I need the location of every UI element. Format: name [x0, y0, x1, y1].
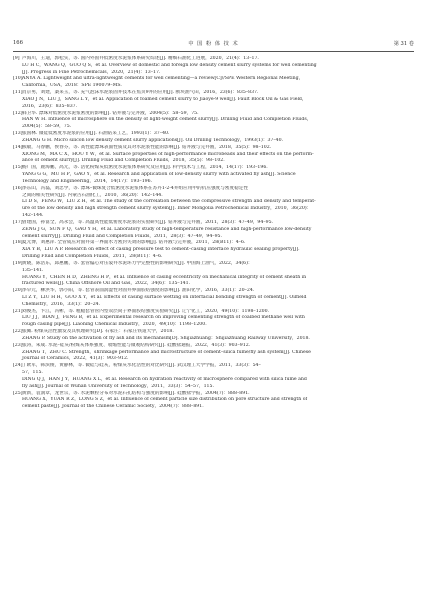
reference-first-line [13, 90, 414, 97]
reference-first-line [13, 240, 414, 247]
reference-text: 黄晓，陈浩东，邱惠鹏，等. 套管偏心对压裂井水泥环力学完整性的影响研究[J]. 中国海上油气，2022，34(6)： [22, 260, 253, 266]
reference-first-line [13, 76, 414, 83]
reference-continuation-line: HUANG Y，CHEN H D，ZHENG H P，et al. Influence of casing eccentricity on mechanical integrity of cement sheath in [22, 274, 307, 280]
reference-continuation-line: LI D S，FENG W，LIU Z H，et al. The study of the correlation between the compressive strength and density and temperat- [22, 199, 316, 205]
reference-text: 张涛，朱成. 水泥–硅灰/粉煤灰体系强度、收缩性能与微观结构研究[J]. 硅酸盐通报，2022，41(3)：903–912. [22, 342, 251, 348]
reference-continuation-line: fractured wells[J]. China Offshore Oil and Gas，2022，34(6)：135–141. [22, 281, 191, 287]
page-number: 166 [13, 40, 23, 46]
reference-continuation-line: HUANG X，YUAN R Z，LONG S Z，et al. Influence of cement particle size distribution on pore structure and strength of [22, 397, 308, 403]
reference-continuation-line: cement paste[J]. Journal of the Chinese Ceramic Society，2004(7)：888–891. [22, 404, 204, 410]
reference-continuation-line: Technology and Engineering，2014，14(17)：193–196. [22, 178, 153, 184]
reference-number: [16] [13, 185, 23, 191]
reference-continuation-line: ure of the low density and high strength cement slurry system[J]. Inner Mongolia Petrochemical Industry，2010，36(20)： [22, 206, 312, 212]
reference-continuation-line: Chemistry，2016，33(1)：20–24. [22, 301, 101, 307]
reference-first-line [13, 165, 414, 172]
reference-entry [13, 111, 414, 131]
reference-text: 夏元博，刘惠萍. 全管成压对固井第一界面水力密封失效的影响[J]. 钻井液与完井液，2011，28(B11)：4–6. [22, 240, 246, 246]
reference-first-line [13, 329, 414, 336]
reference-continuation-line: XIA Y B，LIU A P. Research on effect of casing pressure test to cement–casing interface hydraulic sealing property[J]. [22, 247, 300, 253]
reference-number: [25] [13, 390, 23, 396]
reference-continuation-line: 2016，23(6)：835–837. [22, 103, 78, 109]
reference-number: [11] [13, 90, 23, 96]
reference-text: 黄新，袁润章，龙世宗，等. 水泥颗粒分布对水泥石孔结构与强度的影响[J]. 硅酸盐学报，2004(7)：888–891. [22, 390, 250, 396]
journal-name: 中 国 粉 体 技 术 [188, 41, 239, 47]
reference-continuation-line: cement slurry[J]. Drilling Fluid and Completion Fluids，2011，28(3)：47–49，94–95. [22, 233, 222, 239]
reference-number: [10] [13, 76, 23, 82]
reference-entry [13, 343, 414, 363]
reference-continuation-line: LU H C，WANG Q，GUO Q S，et al. Overview of domestic and foreign low density cement slurry systems for well cementing [22, 62, 317, 68]
reference-text: 李早元，柳洪华，郭小阳，等. 套管表面润湿性对固井界面胶结强度的影响[J]. 油田化学，2016，33(1)：20–24. [22, 288, 255, 294]
reference-text: 丁欧军，韩滨俊，黄静林，等. 微硅与硅灰，粉煤灰水化活性的对比研究[J]. 武汉理工大学学报，2011，33(3)：54– [22, 363, 261, 369]
reference-number: [24] [13, 363, 23, 369]
reference-continuation-line: HAN W H. Influence of microsphere on the density of light-weight cement slurry[J]. Drilling Fluid and Completion Fluids， [22, 117, 312, 123]
reference-entry [13, 56, 414, 76]
reference-continuation-line: [J]. Progress in Fine Petrochemicals，2020，21(4)：13–17. [22, 69, 161, 75]
reference-continuation-line: ZHANG T，ZHU C. Strength，shrinkage performance and microstructure of cement–silica fume/fly ash system[J]. Chinese [22, 349, 311, 355]
reference-first-line [13, 111, 414, 118]
reference-continuation-line: LIU J J，BIAN J，FENG B，et al. Experimental research on improving cementing strength of coalbed methane well with [22, 315, 305, 321]
reference-entry [13, 76, 414, 90]
reference-number: [20] [13, 288, 23, 294]
reference-continuation-line: DING Q J，HAN J Y，HUANG X L，et al. Research on hydration reactivity of microsphere compared with silica fume and [22, 376, 307, 382]
reference-entry [13, 329, 414, 343]
reference-number: [13] [13, 131, 23, 137]
reference-continuation-line: 57，115. [22, 370, 43, 376]
reference-entry [13, 261, 414, 288]
reference-entry [13, 240, 414, 260]
reference-entry [13, 186, 414, 220]
reference-text: ANYA A. Lightweight and ultra-lightweight cements for well cementing—a review[C]//SPE Western Regional Meeting， [22, 76, 304, 82]
reference-continuation-line: California，USA，2018：SPE 190079–MS. [22, 83, 122, 89]
reference-continuation-line: YANG G G，MU H P，GAO Y，et al. Research and application of low-density slurry with activated fly ash[J]. Science [22, 172, 296, 178]
reference-text: 韩卫华. 漂珠对低密度水泥浆密度的影响[J]. 钻井液与完井液，2004(5)：58–59，75. [22, 110, 199, 116]
reference-continuation-line: XIAO J N，LIU J，SANG L Y，et al. Application of foamed cement slurry to Jiaoye-9 well[J]. Fault Block Oil & Gas Field， [22, 96, 307, 102]
reference-continuation-line: 之间的相关性研究[J]. 内蒙古石油化工，2010，36(20)：142–144. [22, 192, 163, 198]
reference-number: [21] [13, 308, 23, 314]
reference-entry [13, 90, 414, 110]
reference-text: 卢海川，王迪，郭松实，等. 国内外固井低密度水泥浆体系研究综述[J]. 精细石油化工进展，2020，21(4)：13–17. [22, 56, 259, 61]
reference-entry [13, 288, 414, 308]
reference-first-line [13, 56, 414, 63]
reference-first-line [13, 309, 414, 316]
reference-first-line [13, 343, 414, 350]
reference-text: 杨广国，鹿海鹏，高元，等. 活化粉煤灰低密度水泥浆体系研究及应用[J]. 科学技术与工程，2014，14(17)：193–196. [22, 165, 268, 171]
reference-text: 李东山，冯磊，刘忠学，等. 漂珠–微珠复合低密度水泥浆体系在苏丹1-2-4井组应用中的抗压强度与密度稳定性 [22, 185, 249, 191]
reference-number: [14] [13, 144, 23, 150]
reference-continuation-line: ance of cement slurry[J]. Drilling Fluid and Completion Fluids，2018，35(5)：98–102. [22, 158, 225, 164]
reference-first-line [13, 288, 414, 295]
reference-continuation-line: ZHANG P. Study on the activation of fly ash and its mechanism[D]. Shijiazhuang：Shijiazhuang Railway University，2018. [22, 335, 310, 341]
reference-continuation-line: fly ash[J]. Journal of Wuhan University of Technology，2011，33(3)：54–57，115. [22, 383, 214, 389]
reference-number: [12] [13, 110, 23, 116]
reference-text: 刘俊杰，卞江，冯彬，等. 粗糙套管管内型双层筒子界面胶结强度实验研究[J]. 辽宁化工，2020，49(10)：1198–1200. [22, 308, 270, 314]
reference-number: [23] [13, 342, 23, 348]
reference-first-line [13, 145, 414, 152]
reference-entry [13, 145, 414, 165]
reference-continuation-line: 142–144. [22, 213, 44, 219]
reference-first-line [13, 220, 414, 227]
reference-list [13, 56, 414, 411]
reference-entry [13, 391, 414, 411]
volume-label: 第 31 卷 [393, 41, 414, 47]
reference-continuation-line: rough casing pipe[J]. Liaoning Chemical Industry，2020，49(10)：1198–1200. [22, 322, 207, 328]
reference-continuation-line: Drilling Fluid and Completion Fluids，2011，28(B11)：4–6. [22, 254, 163, 260]
reference-text: 熊敏，马春鹏，侯春芬，等. 高性能漂珠表面性质及其对水泥浆性能的影响[J]. 钻井液与完井液，2018，35(5)：98–102. [22, 144, 272, 150]
reference-number: [22] [13, 329, 23, 335]
reference-first-line [13, 363, 414, 370]
reference-first-line [13, 391, 414, 398]
reference-continuation-line: 135–141. [22, 267, 44, 273]
reference-text: 曾建国，孙富全，高永会，等. 高温高性能低密度水泥浆的实验研究[J]. 钻井液与完井液，2011，28(3)：47–49，94–95. [22, 219, 274, 225]
reference-number: [19] [13, 260, 23, 266]
reference-entry [13, 220, 414, 240]
reference-number: [15] [13, 165, 23, 171]
reference-continuation-line: LI Z Y，LIU H H，GUO X Y，et al. Effects of casing surface wetting on interfacial bonding strength of cement[J]. Oilfield [22, 294, 307, 300]
reference-number: [9] [13, 56, 20, 61]
reference-continuation-line: 2004(5)：58–59，75. [22, 124, 72, 130]
reference-text: 张国林. 微硅低密度水泥浆的应用[J]. 石油钻采工艺，1993(1)：37–40. [22, 131, 170, 137]
reference-entry [13, 309, 414, 329]
reference-entry [13, 363, 414, 390]
reference-continuation-line: ZHANG G H. Micro silicon low density cement slurry applications[J]. Oil Drilling Technology，1993(1)：37–40. [22, 137, 284, 143]
reference-first-line [13, 131, 414, 138]
reference-continuation-line: Journal of Ceramics，2022，41(3)：903–912. [22, 356, 129, 362]
reference-continuation-line: ZENG J G，SUN F Q，GAO Y H，et al. Laboratory study of high-temperature resistance and high-performance low-density [22, 226, 312, 232]
reference-first-line [13, 261, 414, 268]
reference-text: 肖京男，刘建，桑来玉，等. 充气泡沫水泥浆固井技术在焦页9井的应用[J]. 断块油气田，2016，23(6)：835–837. [22, 90, 259, 96]
reference-first-line [13, 186, 414, 193]
reference-entry [13, 131, 414, 145]
page-header [13, 37, 414, 52]
reference-text: 张佩. 粉煤灰活性激发及其机理研究[D]. 石家庄：石家庄铁道大学，2018. [22, 329, 174, 335]
reference-number: [17] [13, 219, 23, 225]
reference-continuation-line: XIONG M，MA C X，HOU Y W，et al. Surface properties of high-performance microbeads and their effects on the perform- [22, 151, 314, 157]
reference-number: [18] [13, 240, 23, 246]
reference-entry [13, 165, 414, 185]
